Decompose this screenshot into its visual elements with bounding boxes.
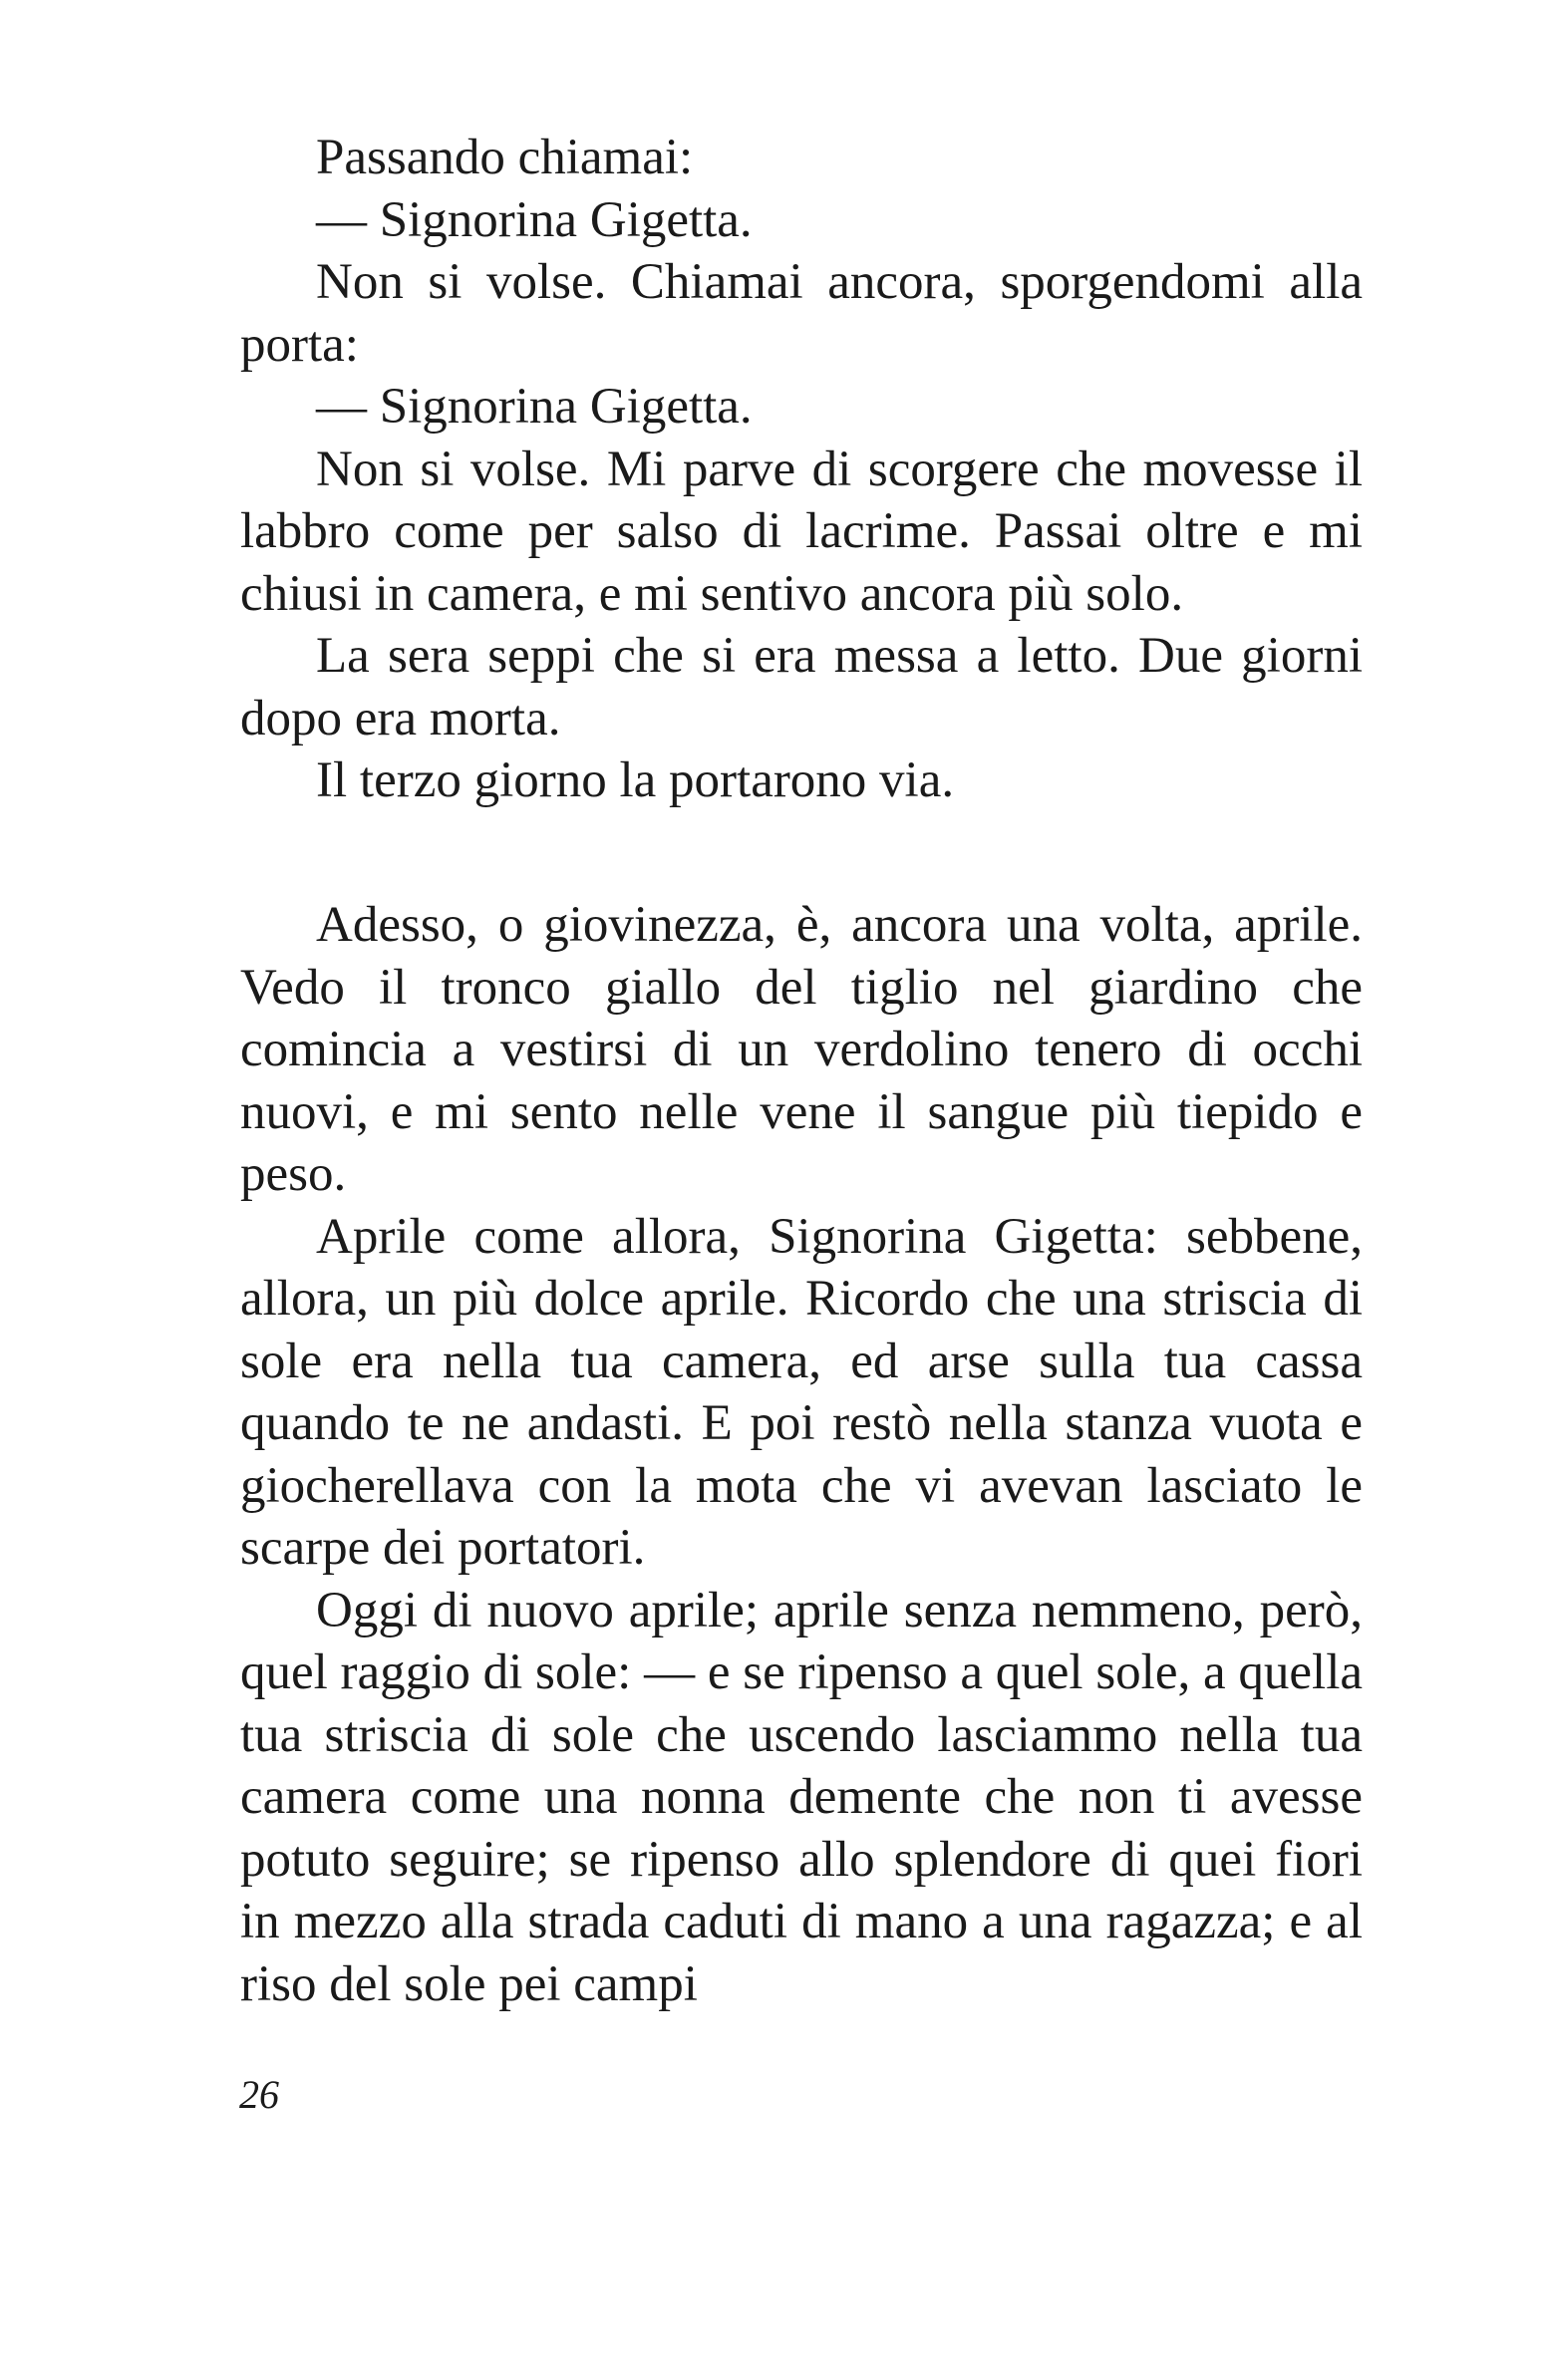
paragraph: — Signorina Gigetta.	[316, 379, 753, 435]
paragraph: Non si volse. Mi parve di scorgere che movesse il labbro come per salso di lacrime. Passai oltre e mi chiusi in camera, e mi sentivo ancora più solo.	[240, 441, 1363, 622]
paragraph: Adesso, o giovinezza, è, ancora una volta, aprile. Vedo il tronco giallo del tiglio nel giardino che comincia a vestirsi di un verdolino tenero di occhi nuovi, e mi sento nelle vene il sangue più tiepido e peso.	[240, 897, 1363, 1202]
text-section-2	[240, 894, 1363, 2015]
page-number: 26	[239, 2072, 279, 2117]
paragraph: Passando chiamai:	[316, 130, 694, 185]
paragraph: Oggi di nuovo aprile; aprile senza nemmeno, però, quel raggio di sole: — e se ripenso a quel sole, a quella tua striscia di sole che uscendo lasciammo nella tua camera come una nonna demente che non ti avesse potuto seguire; se ripenso allo splendore di quei fiori in mezzo alla strada caduti di mano a una ragazza; e al riso del sole pei campi	[240, 1582, 1363, 2012]
paragraph: — Signorina Gigetta.	[316, 191, 753, 248]
text-section-1	[240, 127, 1363, 812]
paragraph: Il terzo giorno la portarono via.	[316, 752, 955, 808]
paragraph: Non si volse. Chiamai ancora, sporgendomi alla porta:	[240, 254, 1363, 373]
paragraph: Aprile come allora, Signorina Gigetta: sebbene, allora, un più dolce aprile. Ricordo che una striscia di sole era nella tua camera, ed arse sulla tua cassa quando te ne andasti. E poi restò nella stanza vuota e giocherellava con la mota che vi avevan lasciato le scarpe dei portatori.	[240, 1208, 1363, 1576]
paragraph: La sera seppi che si era messa a letto. Due giorni dopo era morta.	[240, 628, 1363, 746]
